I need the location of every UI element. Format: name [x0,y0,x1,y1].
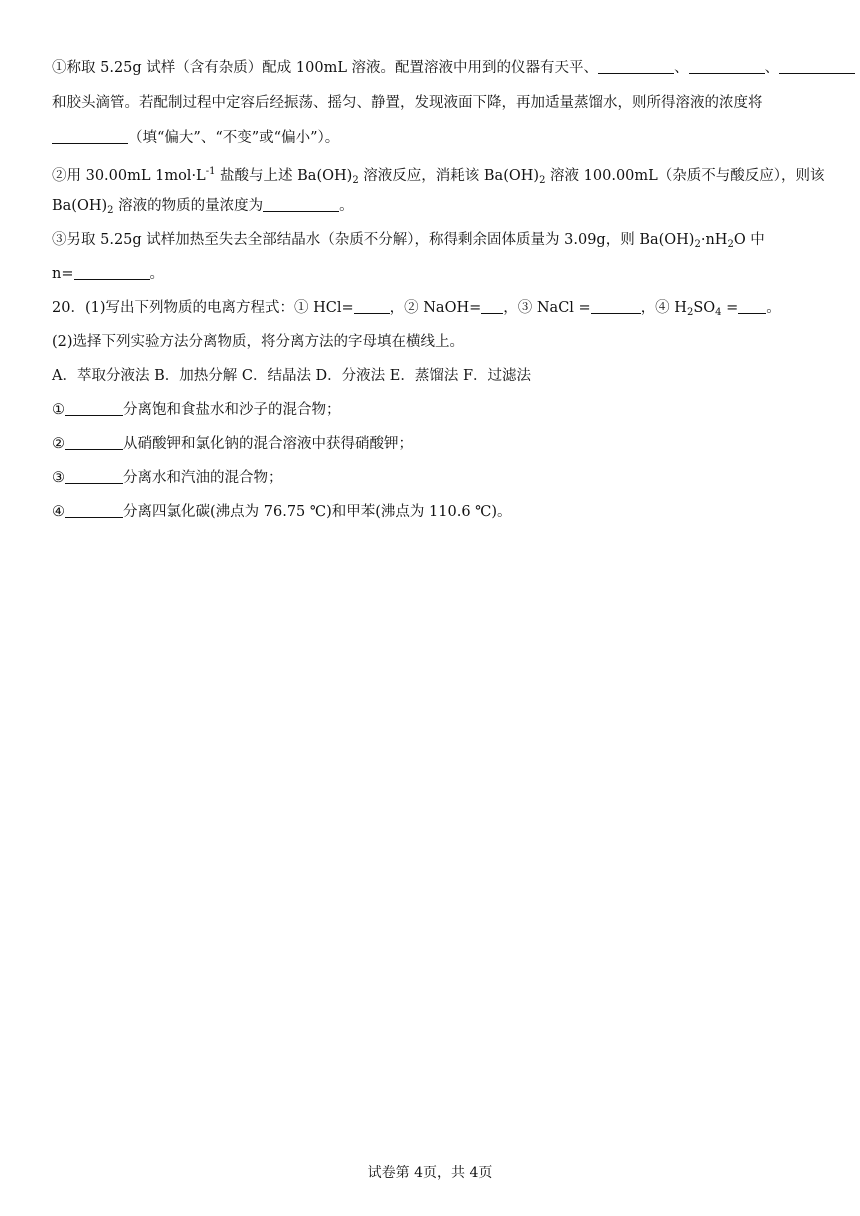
q19-part3-text-c: O 中 [733,232,765,248]
answer-blank[interactable] [65,435,123,450]
q19-part3-text-e: 。 [149,266,164,282]
answer-blank[interactable] [263,197,339,212]
q19-part3-line2 [52,264,812,284]
q20-item-2 [52,434,812,454]
answer-blank[interactable] [598,59,674,74]
q20-part1-text-d: ，④ H [640,300,687,316]
answer-blank[interactable] [689,59,765,74]
q19-part2-text-g: 。 [339,198,354,214]
answer-blank[interactable] [354,299,390,314]
q20-part2-instruction: (2)选择下列实验方法分离物质，将分离方法的字母填在横线上。 [52,334,465,350]
q19-part2-text-b: 盐酸与上述 Ba(OH) [215,168,353,184]
subscript: 2 [686,307,694,318]
q19-part1-line2 [52,93,812,113]
subscript: 2 [352,175,359,186]
q19-part1-line1 [52,58,812,78]
q20-item-1 [52,400,812,420]
subscript: 2 [694,239,701,250]
separator: 、 [764,60,780,76]
item-number: ② [52,436,65,452]
separator: 、 [674,60,689,76]
q19-part1-text-b: 和胶头滴管。若配制过程中定容后经振荡、摇匀、静置，发现液面下降，再加适量蒸馏水，则所得溶液的浓度将 [52,95,763,111]
subscript: 4 [715,307,722,318]
q19-part2-line1 [52,162,825,191]
item-number: ③ [52,470,65,486]
answer-blank[interactable] [779,59,855,74]
answer-blank[interactable] [481,299,503,314]
q20-part1-text-b: ，② NaOH= [389,300,482,316]
item-text: 分离四氯化碳(沸点为 76.75 ℃)和甲苯(沸点为 110.6 ℃)。 [123,504,512,520]
item-text: 分离饱和食盐水和沙子的混合物； [123,402,341,418]
q19-part2-line2 [52,196,812,221]
subscript: 2 [107,205,114,216]
answer-blank[interactable] [74,265,150,280]
q20-item-3 [52,468,812,488]
q20-part1-text-f: = [721,300,739,316]
answer-blank[interactable] [65,469,123,484]
item-number: ④ [52,504,65,520]
answer-blank[interactable] [591,299,641,314]
page-footer: 试卷第 4页，共 4页 [367,1165,493,1181]
answer-blank[interactable] [738,299,766,314]
q20-part1 [52,298,812,323]
q19-part1-line3 [52,128,812,148]
q20-item-4 [52,502,812,522]
q19-part2-text-a: ②用 30.00mL 1mol·L [52,168,206,184]
q19-part2-text-d: 溶液 100.00mL（杂质不与酸反应），则该 [545,168,825,184]
subscript: 2 [539,175,546,186]
item-text: 从硝酸钾和氯化钠的混合溶液中获得硝酸钾； [123,436,413,452]
q19-part3-line1 [52,230,812,255]
item-text: 分离水和汽油的混合物； [123,470,283,486]
q20-part1-text-c: ，③ NaCl = [503,300,591,316]
answer-blank[interactable] [65,503,123,518]
q19-part3-text-d: n= [52,266,74,282]
q19-part3-text-b: ·nH [700,232,728,248]
q20-options: A．萃取分液法 B．加热分解 C．结晶法 D．分液法 E．蒸馏法 F．过滤法 [52,368,532,384]
q19-part1-text-c: （填“偏大”、“不变”或“偏小”）。 [128,130,340,146]
q19-part2-text-e: Ba(OH) [52,198,108,214]
q20-part1-text-a: 20．(1)写出下列物质的电离方程式：① HCl= [52,300,354,316]
q19-part2-text-c: 溶液反应，消耗该 Ba(OH) [358,168,540,184]
q19-part1-text-a: ①称取 5.25g 试样（含有杂质）配成 100mL 溶液。配置溶液中用到的仪器有天平、 [52,60,599,76]
q20-part1-text-g: 。 [766,300,781,316]
answer-blank[interactable] [52,129,128,144]
item-number: ① [52,402,65,418]
answer-blank[interactable] [65,401,123,416]
superscript: -1 [205,166,216,177]
q20-part1-text-e: SO [693,300,716,316]
subscript: 2 [727,239,734,250]
q19-part3-text-a: ③另取 5.25g 试样加热至失去全部结晶水（杂质不分解），称得剩余固体质量为 3.09g，则 Ba(OH) [52,232,695,248]
q19-part2-text-f: 溶液的物质的量浓度为 [113,198,264,214]
